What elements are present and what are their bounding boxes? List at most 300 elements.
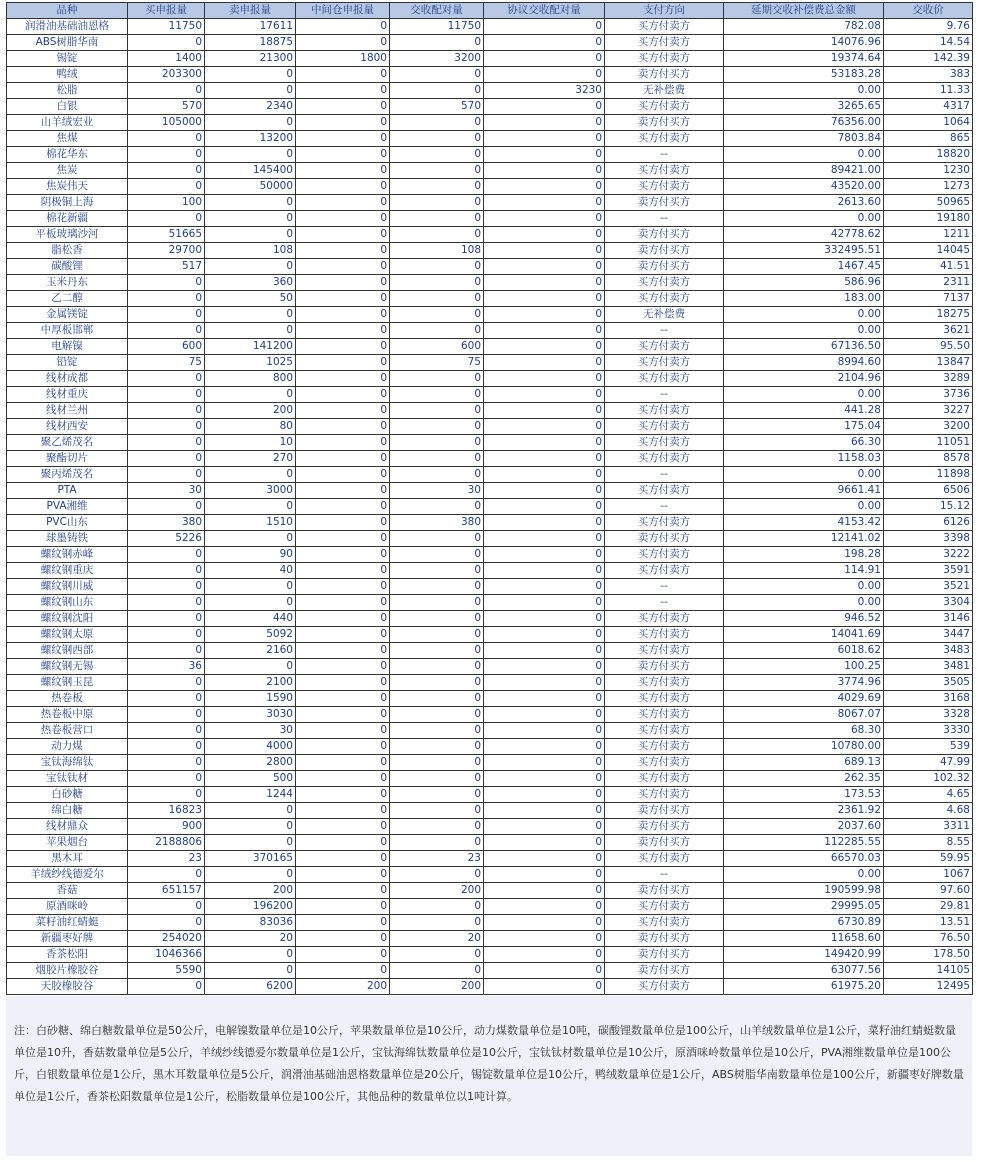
header-cell: 交收价 (884, 3, 973, 19)
table-cell: 53183.28 (724, 67, 884, 83)
table-cell: 0 (205, 835, 296, 851)
product-name-cell: 棉花新疆 (7, 211, 128, 227)
table-cell: 买方付卖方 (605, 643, 724, 659)
table-cell: 0 (128, 707, 205, 723)
table-cell: 0 (484, 131, 605, 147)
table-cell: 0 (296, 579, 390, 595)
table-cell: 0 (484, 275, 605, 291)
table-cell: 0 (296, 787, 390, 803)
table-cell: 0 (484, 339, 605, 355)
table-cell: 2613.60 (724, 195, 884, 211)
table-cell: 卖方付买方 (605, 243, 724, 259)
table-cell: 0 (390, 947, 484, 963)
table-cell: 105000 (128, 115, 205, 131)
product-name-cell: 黑木耳 (7, 851, 128, 867)
header-cell: 买申报量 (128, 3, 205, 19)
table-cell: 3591 (884, 563, 973, 579)
table-row (7, 947, 973, 963)
table-cell: 0 (484, 323, 605, 339)
table-cell: 1400 (128, 51, 205, 67)
product-name-cell: PVA湘维 (7, 499, 128, 515)
product-name-cell: 苹果烟台 (7, 835, 128, 851)
header-row (7, 3, 973, 19)
table-cell: 0 (128, 371, 205, 387)
table-cell: 50000 (205, 179, 296, 195)
table-cell: 18275 (884, 307, 973, 323)
header-cell: 品种 (7, 3, 128, 19)
table-cell: 380 (390, 515, 484, 531)
table-cell: 43520.00 (724, 179, 884, 195)
table-cell: 2104.96 (724, 371, 884, 387)
table-cell: 141200 (205, 339, 296, 355)
table-cell: 332495.51 (724, 243, 884, 259)
table-cell: 0 (128, 723, 205, 739)
table-cell: 0 (484, 403, 605, 419)
table-cell: 21300 (205, 51, 296, 67)
header-cell: 支付方向 (605, 3, 724, 19)
table-cell: 0 (296, 659, 390, 675)
table-cell: 2188806 (128, 835, 205, 851)
table-cell: 41.51 (884, 259, 973, 275)
table-row (7, 19, 973, 35)
table-cell: 0 (296, 403, 390, 419)
table-cell: 3000 (205, 483, 296, 499)
product-name-cell: 铅锭 (7, 355, 128, 371)
table-cell: 0 (296, 611, 390, 627)
table-cell: 0 (390, 915, 484, 931)
table-cell: 卖方付买方 (605, 115, 724, 131)
table-cell: 3483 (884, 643, 973, 659)
table-cell: 0 (484, 259, 605, 275)
table-cell: 买方付卖方 (605, 131, 724, 147)
table-row (7, 787, 973, 803)
table-cell: -- (605, 579, 724, 595)
table-cell: 0.00 (724, 323, 884, 339)
table-cell: 1467.45 (724, 259, 884, 275)
table-cell: 6200 (205, 979, 296, 995)
table-cell: 900 (128, 819, 205, 835)
table-row (7, 387, 973, 403)
table-cell: 0 (296, 515, 390, 531)
table-cell: 47.99 (884, 755, 973, 771)
table-cell: 0 (296, 19, 390, 35)
table-cell: 0 (128, 435, 205, 451)
delivery-table-container (6, 2, 972, 995)
table-cell: 买方付卖方 (605, 275, 724, 291)
table-row (7, 323, 973, 339)
product-name-cell: 动力煤 (7, 739, 128, 755)
table-cell: 0 (484, 883, 605, 899)
table-cell: 0 (296, 947, 390, 963)
table-cell: 68.30 (724, 723, 884, 739)
product-name-cell: 羊绒纱线德爱尔 (7, 867, 128, 883)
table-cell: 买方付卖方 (605, 419, 724, 435)
table-cell: 145400 (205, 163, 296, 179)
table-cell: 买方付卖方 (605, 707, 724, 723)
table-cell: 203300 (128, 67, 205, 83)
table-cell: 3481 (884, 659, 973, 675)
table-cell: 0 (484, 19, 605, 35)
table-cell: 0 (128, 691, 205, 707)
table-cell: 0 (390, 211, 484, 227)
table-cell: 3230 (484, 83, 605, 99)
table-cell: 0 (296, 435, 390, 451)
table-cell: 0 (205, 195, 296, 211)
table-cell: 0.00 (724, 83, 884, 99)
table-row (7, 83, 973, 99)
table-cell: 0 (390, 675, 484, 691)
table-cell: 0 (484, 147, 605, 163)
table-cell: 0 (296, 147, 390, 163)
table-cell: 196200 (205, 899, 296, 915)
table-row (7, 867, 973, 883)
table-cell: 6730.89 (724, 915, 884, 931)
table-cell: 0 (128, 403, 205, 419)
table-cell: 0 (296, 275, 390, 291)
table-cell: 0 (390, 611, 484, 627)
product-name-cell: 热卷板 (7, 691, 128, 707)
table-cell: 3311 (884, 819, 973, 835)
product-name-cell: PVC山东 (7, 515, 128, 531)
table-cell: 0 (296, 35, 390, 51)
table-row (7, 451, 973, 467)
table-cell: 0 (484, 579, 605, 595)
table-cell: 0 (390, 819, 484, 835)
table-cell: 0 (205, 259, 296, 275)
table-row (7, 227, 973, 243)
table-cell: 买方付卖方 (605, 899, 724, 915)
table-cell: 0 (390, 387, 484, 403)
table-cell: 0 (484, 707, 605, 723)
product-name-cell: 聚酯切片 (7, 451, 128, 467)
table-cell: 4000 (205, 739, 296, 755)
table-cell: 0 (484, 563, 605, 579)
table-cell: 买方付卖方 (605, 755, 724, 771)
table-cell: 3289 (884, 371, 973, 387)
table-cell: 0 (390, 275, 484, 291)
table-cell: 108 (205, 243, 296, 259)
table-cell: 0 (296, 627, 390, 643)
table-cell: 689.13 (724, 755, 884, 771)
table-cell: 0 (390, 739, 484, 755)
table-row (7, 163, 973, 179)
table-cell: 1230 (884, 163, 973, 179)
table-cell: 500 (205, 771, 296, 787)
table-cell: 0 (484, 547, 605, 563)
product-name-cell: 鸭绒 (7, 67, 128, 83)
table-cell: 1064 (884, 115, 973, 131)
table-cell: 0 (484, 179, 605, 195)
table-cell: 23 (128, 851, 205, 867)
table-cell: 13200 (205, 131, 296, 147)
table-cell: 0 (205, 211, 296, 227)
table-cell: 383 (884, 67, 973, 83)
table-cell: 0 (296, 387, 390, 403)
table-cell: 0 (205, 387, 296, 403)
table-cell: 11898 (884, 467, 973, 483)
table-cell: 3200 (390, 51, 484, 67)
table-cell: 2160 (205, 643, 296, 659)
table-cell: 0 (390, 35, 484, 51)
product-name-cell: 宝钛海绵钛 (7, 755, 128, 771)
table-cell: 183.00 (724, 291, 884, 307)
table-cell: 10780.00 (724, 739, 884, 755)
table-cell: 14105 (884, 963, 973, 979)
table-cell: 1046366 (128, 947, 205, 963)
table-cell: 买方付卖方 (605, 547, 724, 563)
table-cell: 0 (484, 531, 605, 547)
product-name-cell: 脂松香 (7, 243, 128, 259)
table-row (7, 675, 973, 691)
product-name-cell: 锡锭 (7, 51, 128, 67)
product-name-cell: 棉花华东 (7, 147, 128, 163)
table-cell: 3030 (205, 707, 296, 723)
table-cell: 3328 (884, 707, 973, 723)
table-cell: 0 (128, 387, 205, 403)
table-cell: 买方付卖方 (605, 435, 724, 451)
table-cell: 0 (390, 499, 484, 515)
table-cell: 0 (484, 899, 605, 915)
table-cell: 16823 (128, 803, 205, 819)
table-cell: 0 (484, 787, 605, 803)
table-cell: -- (605, 467, 724, 483)
table-cell: 0 (296, 307, 390, 323)
product-name-cell: 焦煤 (7, 131, 128, 147)
table-cell: 0 (296, 355, 390, 371)
table-cell: 0 (205, 947, 296, 963)
table-cell: 买方付卖方 (605, 515, 724, 531)
table-cell: 3330 (884, 723, 973, 739)
table-cell: 0 (484, 851, 605, 867)
table-cell: 0 (205, 323, 296, 339)
product-name-cell: 山羊绒宏业 (7, 115, 128, 131)
header-cell: 卖申报量 (205, 3, 296, 19)
table-cell: 无补偿费 (605, 307, 724, 323)
product-name-cell: 香菇 (7, 883, 128, 899)
table-row (7, 531, 973, 547)
table-cell: 0 (296, 835, 390, 851)
table-cell: 20 (390, 931, 484, 947)
table-cell: 7803.84 (724, 131, 884, 147)
table-cell: 卖方付买方 (605, 659, 724, 675)
table-cell: 0 (296, 323, 390, 339)
table-cell: 买方付卖方 (605, 163, 724, 179)
table-cell: 0 (390, 803, 484, 819)
table-cell: 3265.65 (724, 99, 884, 115)
table-cell: 0 (484, 227, 605, 243)
table-cell: 0 (296, 259, 390, 275)
table-cell: 8.55 (884, 835, 973, 851)
table-cell: 200 (205, 403, 296, 419)
table-row (7, 67, 973, 83)
product-name-cell: 烟胶片橡胶谷 (7, 963, 128, 979)
table-cell: 83036 (205, 915, 296, 931)
table-cell: 517 (128, 259, 205, 275)
product-name-cell: 润滑油基础油恩格 (7, 19, 128, 35)
table-cell: 0 (296, 483, 390, 499)
table-cell: 11658.60 (724, 931, 884, 947)
table-cell: 13.51 (884, 915, 973, 931)
table-row (7, 739, 973, 755)
table-cell: 0 (484, 947, 605, 963)
table-row (7, 259, 973, 275)
table-cell: 23 (390, 851, 484, 867)
table-cell: 0 (484, 755, 605, 771)
product-name-cell: PTA (7, 483, 128, 499)
table-cell: 651157 (128, 883, 205, 899)
product-name-cell: 螺纹钢西部 (7, 643, 128, 659)
header-cell: 协议交收配对量 (484, 3, 605, 19)
table-cell: 0 (390, 259, 484, 275)
product-name-cell: 螺纹钢山东 (7, 595, 128, 611)
table-cell: 178.50 (884, 947, 973, 963)
table-cell: -- (605, 323, 724, 339)
table-cell: 0 (484, 387, 605, 403)
table-cell: 卖方付买方 (605, 883, 724, 899)
table-cell: 14.54 (884, 35, 973, 51)
table-cell: 0 (128, 899, 205, 915)
delivery-table (6, 2, 973, 995)
table-cell: 买方付卖方 (605, 35, 724, 51)
table-cell: 卖方付买方 (605, 931, 724, 947)
table-cell: 0 (390, 179, 484, 195)
table-cell: 0 (128, 291, 205, 307)
table-cell: 67136.50 (724, 339, 884, 355)
table-cell: 0 (390, 131, 484, 147)
table-cell: -- (605, 387, 724, 403)
table-cell: 2100 (205, 675, 296, 691)
table-cell: 4153.42 (724, 515, 884, 531)
table-cell: 18875 (205, 35, 296, 51)
table-cell: 0 (128, 307, 205, 323)
table-cell: 买方付卖方 (605, 915, 724, 931)
table-cell: 0 (390, 627, 484, 643)
table-cell: 0 (484, 371, 605, 387)
table-row (7, 723, 973, 739)
table-cell: 3222 (884, 547, 973, 563)
table-cell: 0 (296, 963, 390, 979)
table-cell: 0 (205, 595, 296, 611)
table-row (7, 515, 973, 531)
table-cell: 0 (484, 195, 605, 211)
table-cell: 570 (390, 99, 484, 115)
table-cell: 0 (296, 931, 390, 947)
product-name-cell: 螺纹钢玉昆 (7, 675, 128, 691)
table-cell: 0 (484, 691, 605, 707)
table-cell: 946.52 (724, 611, 884, 627)
table-cell: 0 (484, 931, 605, 947)
table-cell: 1273 (884, 179, 973, 195)
table-cell: 0 (484, 595, 605, 611)
table-cell: 0 (296, 115, 390, 131)
table-cell: 0 (484, 803, 605, 819)
table-cell: 卖方付买方 (605, 819, 724, 835)
table-cell: 7137 (884, 291, 973, 307)
table-cell: 0 (390, 371, 484, 387)
table-cell: 1590 (205, 691, 296, 707)
table-cell: 买方付卖方 (605, 403, 724, 419)
table-row (7, 147, 973, 163)
table-cell: 0 (296, 243, 390, 259)
table-cell: 8067.07 (724, 707, 884, 723)
table-cell: 0 (484, 243, 605, 259)
table-cell: 112285.55 (724, 835, 884, 851)
table-cell: 0 (390, 755, 484, 771)
table-cell: 无补偿费 (605, 83, 724, 99)
table-cell: 0 (128, 179, 205, 195)
table-cell: 0 (128, 675, 205, 691)
table-cell: 89421.00 (724, 163, 884, 179)
product-name-cell: 焦炭 (7, 163, 128, 179)
table-cell: 13847 (884, 355, 973, 371)
table-cell: 18820 (884, 147, 973, 163)
table-cell: 200 (390, 979, 484, 995)
table-cell: 0 (128, 643, 205, 659)
table-row (7, 419, 973, 435)
table-cell: 586.96 (724, 275, 884, 291)
table-cell: 600 (128, 339, 205, 355)
table-cell: 卖方付买方 (605, 67, 724, 83)
table-cell: 0 (205, 659, 296, 675)
table-cell: 0 (128, 755, 205, 771)
table-cell: 76356.00 (724, 115, 884, 131)
table-cell: 买方付卖方 (605, 675, 724, 691)
table-cell: -- (605, 499, 724, 515)
product-name-cell: 电解镍 (7, 339, 128, 355)
table-cell: 0 (296, 563, 390, 579)
table-cell: 11.33 (884, 83, 973, 99)
table-row (7, 35, 973, 51)
table-cell: 0 (484, 627, 605, 643)
table-cell: 卖方付买方 (605, 531, 724, 547)
table-cell: 买方付卖方 (605, 723, 724, 739)
table-cell: 4029.69 (724, 691, 884, 707)
table-cell: 9.76 (884, 19, 973, 35)
table-cell: 0 (128, 131, 205, 147)
product-name-cell: 螺纹钢赤峰 (7, 547, 128, 563)
table-cell: 42778.62 (724, 227, 884, 243)
table-cell: 0 (484, 739, 605, 755)
table-row (7, 691, 973, 707)
table-row (7, 307, 973, 323)
table-cell: 12495 (884, 979, 973, 995)
table-cell: 0.00 (724, 467, 884, 483)
table-cell: 0 (390, 195, 484, 211)
table-row (7, 547, 973, 563)
table-cell: 0 (296, 691, 390, 707)
table-cell: 0 (296, 499, 390, 515)
table-cell: 66.30 (724, 435, 884, 451)
table-cell: 买方付卖方 (605, 691, 724, 707)
table-cell: 0 (128, 611, 205, 627)
table-cell: 0 (128, 739, 205, 755)
table-cell: 100.25 (724, 659, 884, 675)
table-cell: 2361.92 (724, 803, 884, 819)
table-cell: 200 (390, 883, 484, 899)
table-cell: 0 (205, 307, 296, 323)
table-cell: 0 (128, 419, 205, 435)
table-cell: 1211 (884, 227, 973, 243)
table-cell: 5590 (128, 963, 205, 979)
table-cell: 0 (296, 531, 390, 547)
table-cell: 3227 (884, 403, 973, 419)
table-cell: 270 (205, 451, 296, 467)
table-cell: 卖方付买方 (605, 963, 724, 979)
table-cell: 0 (296, 819, 390, 835)
table-row (7, 483, 973, 499)
product-name-cell: 松脂 (7, 83, 128, 99)
table-row (7, 707, 973, 723)
